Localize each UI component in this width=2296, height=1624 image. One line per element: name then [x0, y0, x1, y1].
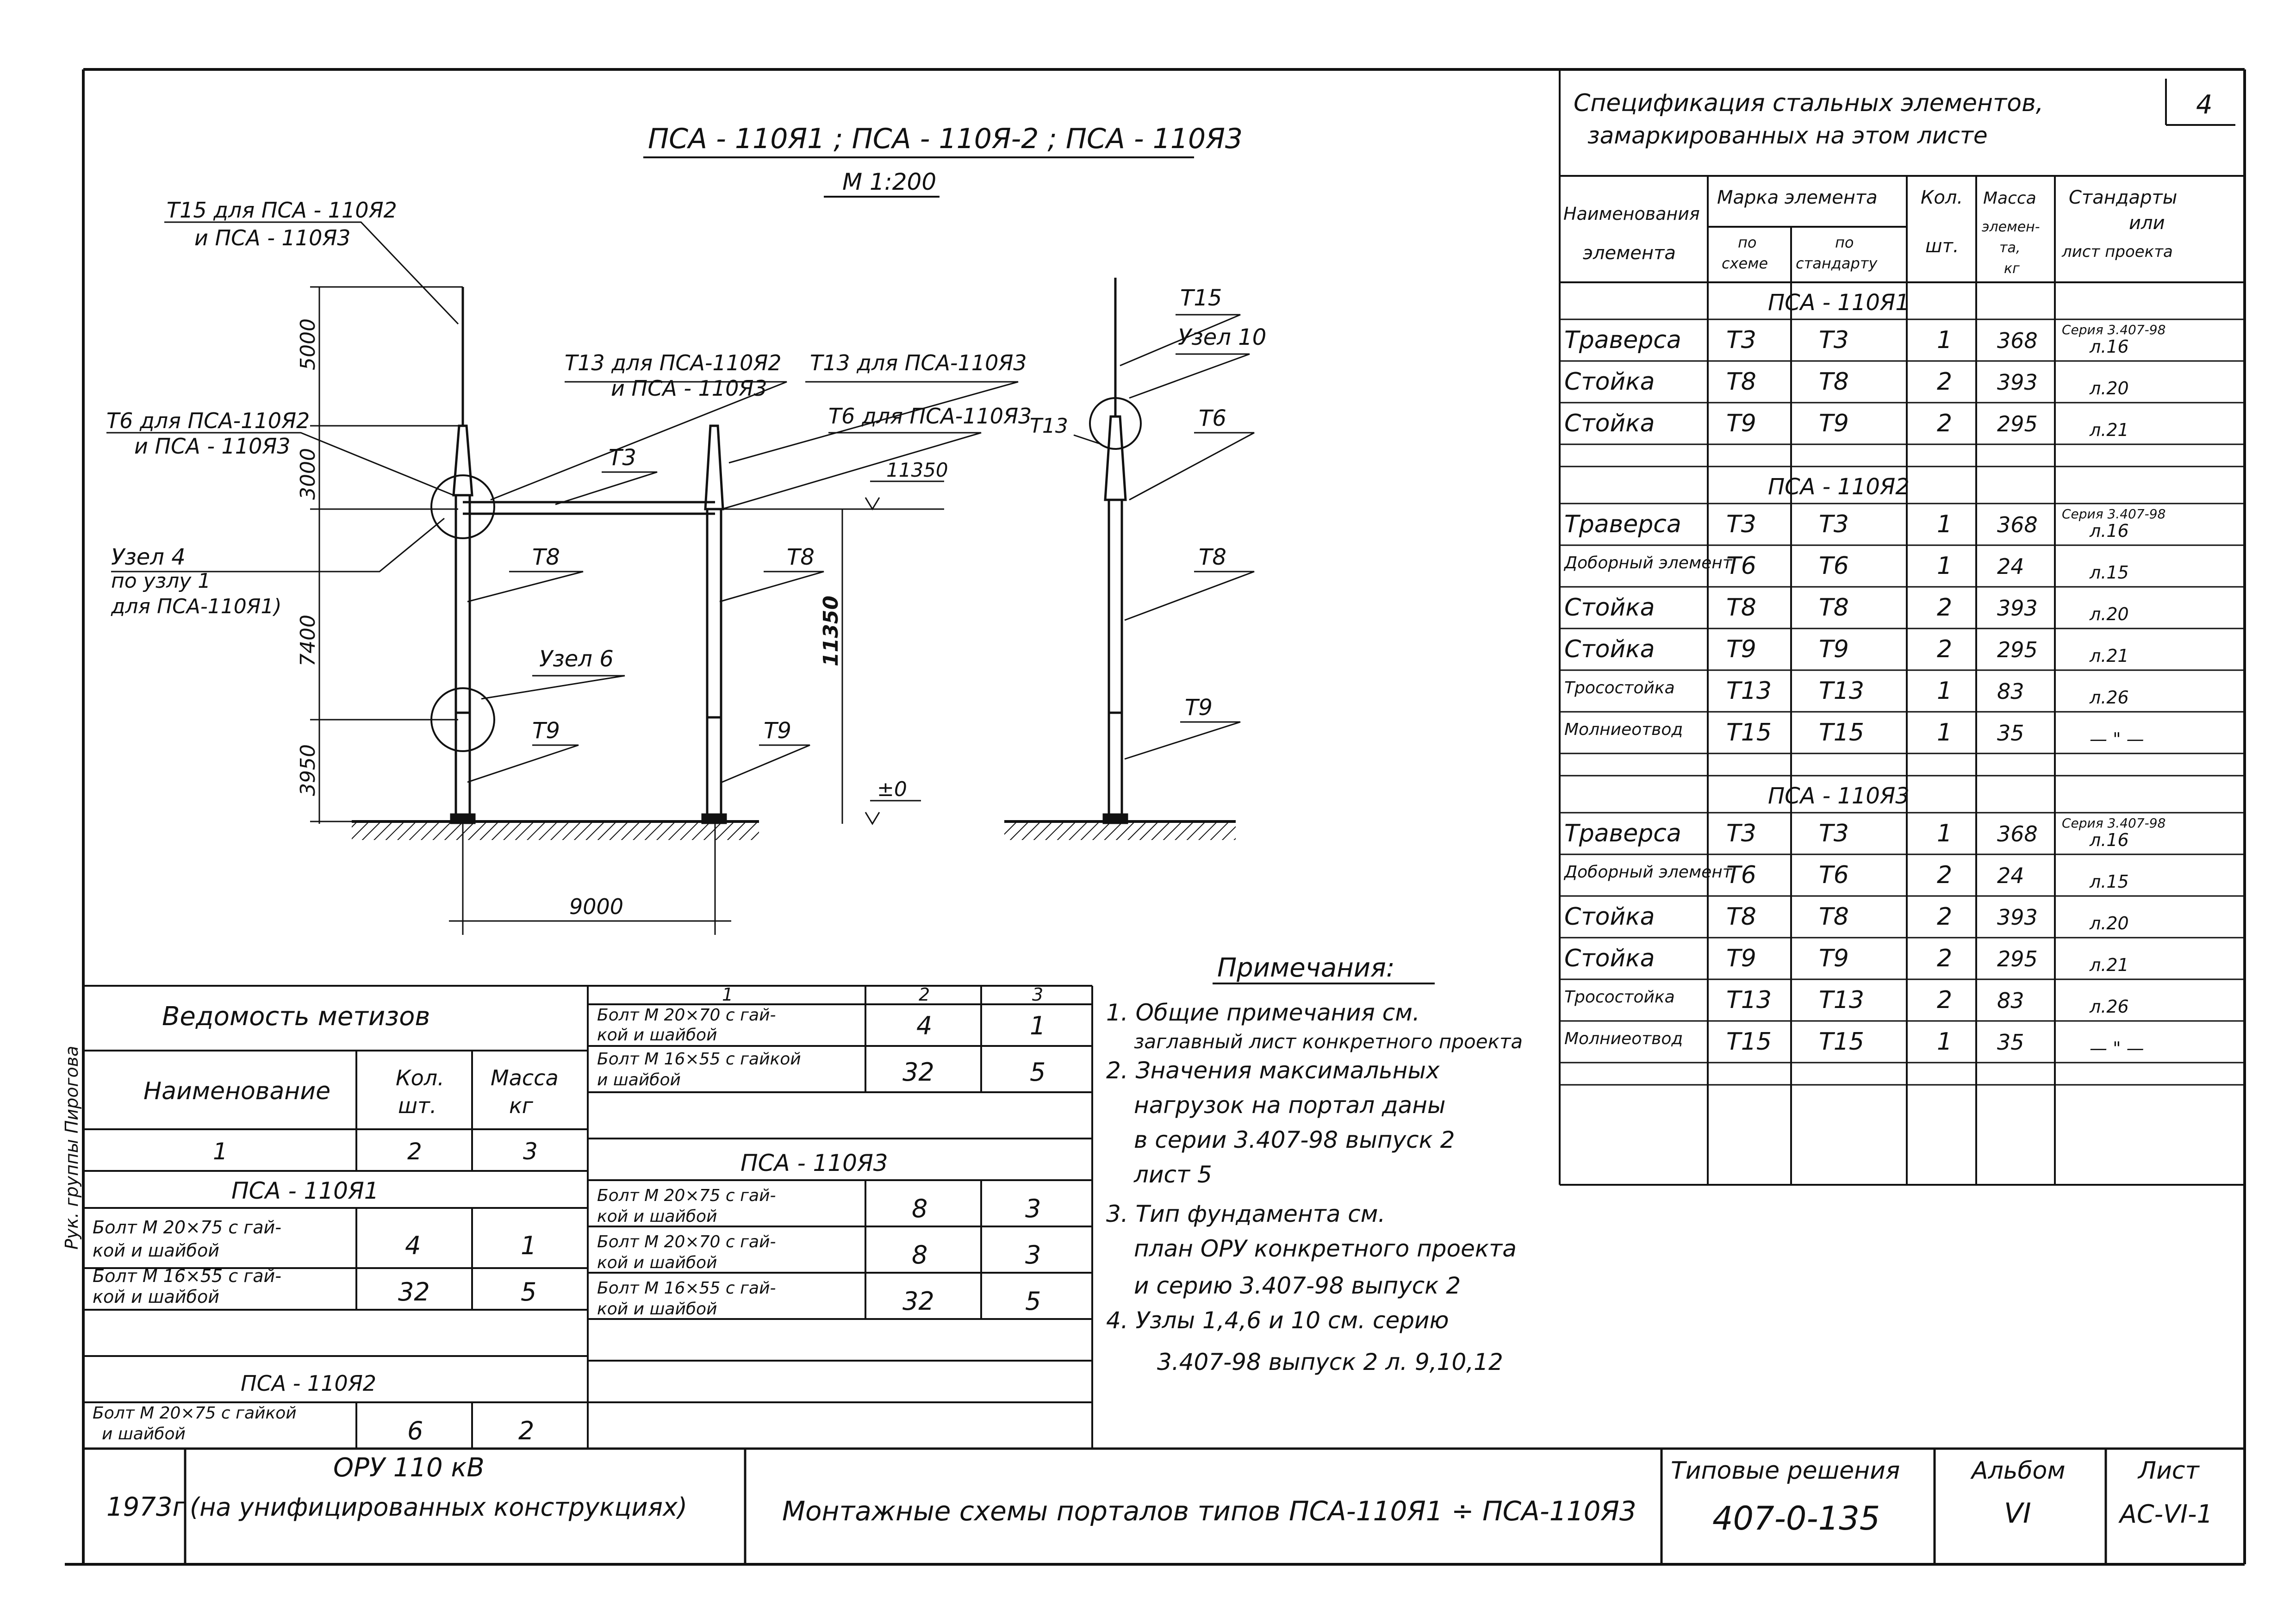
- callout-t9-c: Т9: [1185, 695, 1213, 721]
- spec-h-qty-1: Кол.: [1921, 187, 1963, 208]
- stamp-typical-label: Типовые решения: [1671, 1457, 1900, 1485]
- spec-row-name: Стойка: [1564, 410, 1655, 437]
- spec-row-scheme: Т8: [1726, 368, 1756, 396]
- spec-row-name: Стойка: [1564, 368, 1655, 396]
- spec-row-scheme: Т3: [1726, 510, 1756, 538]
- spec-row-qty: 2: [1937, 945, 1953, 972]
- callout-uzel6: Узел 6: [539, 646, 614, 672]
- hw-r-r3-qty: 8: [912, 1194, 928, 1223]
- spec-row-qty: 1: [1937, 510, 1953, 538]
- spec-row-qty: 2: [1937, 861, 1953, 889]
- spec-row-std: Т13: [1819, 677, 1864, 705]
- spec-row-mass: 368: [1997, 512, 2038, 537]
- hw-h-qty-1: Кол.: [396, 1065, 444, 1090]
- spec-h-mark-std-2: стандарту: [1796, 255, 1878, 272]
- spec-row-name: Стойка: [1564, 635, 1655, 663]
- drawing-scale: М 1:200: [842, 168, 937, 195]
- spec-row-scheme: Т9: [1726, 635, 1756, 663]
- spec-row-mass: 295: [1997, 411, 2038, 436]
- stamp-sheet-label: Лист: [2138, 1457, 2199, 1485]
- sheet-frame: [65, 69, 2245, 1564]
- hw-r-r4-name-1: Болт М 20×70 с гай-: [597, 1232, 776, 1251]
- hw-s1-r2-mass: 5: [521, 1277, 537, 1307]
- spec-row-mass: 393: [1997, 905, 2038, 930]
- spec-row-scheme: Т8: [1726, 594, 1756, 622]
- left-column: [431, 287, 494, 823]
- hw-colnum-1: 1: [213, 1138, 228, 1165]
- notes-title: Примечания:: [1217, 953, 1395, 983]
- spec-h-mark-std-1: по: [1835, 234, 1854, 251]
- callout-t15-left-2: и ПСА - 110Я3: [194, 225, 351, 250]
- hw-r-r2-qty: 32: [902, 1058, 934, 1087]
- spec-row-name: Траверса: [1564, 820, 1681, 847]
- callout-uzel4-2: по узлу 1: [111, 569, 211, 593]
- spec-row-qty: 1: [1937, 677, 1953, 705]
- hw-r-r3-name-2: кой и шайбой: [597, 1207, 717, 1226]
- right-column: [703, 426, 726, 823]
- spec-row-scheme: Т6: [1726, 861, 1756, 889]
- spec-section-title: ПСА - 110Я1: [1768, 290, 1910, 316]
- spec-row-name: Тросостойка: [1564, 988, 1675, 1007]
- hw-r-r1-name-2: кой и шайбой: [597, 1026, 717, 1045]
- hw-colnum-3: 3: [523, 1138, 538, 1165]
- note-line-2: 2. Значения максимальных: [1106, 1057, 1440, 1084]
- stamp-object-1: ОРУ 110 кВ: [333, 1453, 485, 1483]
- spec-row-ref-b: л.26: [2090, 996, 2129, 1017]
- spec-row-ref-a: Серия 3.407-98: [2062, 322, 2166, 337]
- spec-row-name: Доборный элемент: [1564, 863, 1732, 882]
- spec-section-title: ПСА - 110Я3: [1768, 783, 1910, 809]
- spec-row-name: Стойка: [1564, 945, 1655, 972]
- spec-row-mass: 83: [1997, 679, 2024, 704]
- spec-row-ref-b: л.26: [2090, 687, 2129, 708]
- note-line-7: план ОРУ конкретного проекта: [1134, 1235, 1517, 1262]
- spec-title-1: Спецификация стальных элементов,: [1574, 89, 2044, 117]
- spec-row-mass: 393: [1997, 596, 2038, 621]
- hw-s2-r1-qty: 6: [407, 1416, 423, 1445]
- note-line-0: 1. Общие примечания см.: [1106, 999, 1420, 1026]
- hw-h-name: Наименование: [143, 1077, 331, 1105]
- hw-h-qty-2: шт.: [398, 1093, 437, 1118]
- spec-h-mass-3: та,: [1999, 240, 2021, 256]
- spec-row-mass: 368: [1997, 821, 2038, 846]
- spec-sheet-mark: 4: [2196, 90, 2213, 120]
- note-line-3: нагрузок на портал даны: [1134, 1092, 1446, 1119]
- hw-r-r4-mass: 3: [1025, 1240, 1041, 1269]
- vertical-dimensions: [310, 287, 463, 824]
- spec-h-name-1: Наименования: [1563, 204, 1700, 224]
- hw-s2-r1-mass: 2: [518, 1416, 535, 1445]
- hw-r-r4-name-2: кой и шайбой: [597, 1253, 717, 1272]
- spec-h-mark: Марка элемента: [1717, 187, 1878, 208]
- hw-s1-r1-mass: 1: [521, 1231, 537, 1260]
- spec-row-mass: 368: [1997, 328, 2038, 353]
- callout-t15-right: Т15: [1180, 285, 1222, 311]
- callout-t6-left-2: и ПСА - 110Я3: [134, 434, 291, 459]
- spec-row-mass: 393: [1997, 370, 2038, 395]
- callout-t8-c: Т8: [1199, 544, 1226, 570]
- elev-11350-vert: 11350: [819, 595, 843, 666]
- hw-r-r4-qty: 8: [912, 1240, 928, 1269]
- spec-row-std: Т8: [1819, 903, 1849, 931]
- hw-s2-r1-name-2: и шайбой: [102, 1425, 186, 1444]
- callout-t15-left-1: Т15 для ПСА - 110Я2: [167, 198, 397, 223]
- spec-row-ref-b: л.20: [2090, 604, 2129, 624]
- spec-table: [1560, 69, 2245, 1185]
- hw-colnum-r3: 3: [1032, 984, 1044, 1005]
- spec-row-name: Стойка: [1564, 594, 1655, 622]
- hw-r-r2-name-2: и шайбой: [597, 1070, 681, 1089]
- hw-r-r5-mass: 5: [1025, 1287, 1041, 1316]
- hw-s1-r2-name-1: Болт М 16×55 с гай-: [93, 1266, 281, 1286]
- callout-t6-right: Т6 для ПСА-110Я3: [828, 404, 1032, 429]
- spec-row-std: Т3: [1819, 510, 1849, 538]
- elev-zero: ±0: [877, 778, 907, 801]
- callout-t8-b: Т8: [787, 544, 815, 570]
- spec-title-2: замаркированных на этом листе: [1587, 122, 1988, 149]
- spec-row-qty: 2: [1937, 410, 1953, 437]
- stamp-sheet-title: Монтажные схемы порталов типов ПСА-110Я1 ÷ ПСА-110Я3: [782, 1495, 1636, 1527]
- margin-note: Рук. группы Пирогова: [62, 1045, 82, 1250]
- callout-t13-b: Т13 для ПСА-110Я3: [810, 350, 1027, 375]
- spec-row-ref-b: л.21: [2090, 420, 2129, 440]
- hw-r-r3-mass: 3: [1025, 1194, 1041, 1223]
- hw-s1-r2-name-2: кой и шайбой: [93, 1287, 219, 1307]
- callout-t3: Т3: [609, 445, 636, 471]
- spec-row-qty: 2: [1937, 635, 1953, 663]
- spec-row-ref-b: л.20: [2090, 913, 2129, 933]
- title-block: [83, 1449, 2245, 1564]
- spec-row-ref-b: л.16: [2090, 830, 2129, 850]
- hw-r-r1-mass: 1: [1030, 1011, 1046, 1040]
- spec-row-ref-b: л.15: [2090, 871, 2129, 892]
- note-line-5: лист 5: [1134, 1161, 1212, 1188]
- spec-row-name: Стойка: [1564, 903, 1655, 931]
- spec-row-scheme: Т8: [1726, 903, 1756, 931]
- hw-title: Ведомость метизов: [162, 1002, 430, 1032]
- beam-t3: [463, 502, 715, 514]
- spec-row-qty: 2: [1937, 368, 1953, 396]
- callout-t13-a-1: Т13 для ПСА-110Я2: [565, 350, 782, 375]
- spec-h-std-2: или: [2129, 212, 2165, 234]
- spec-row-ref-a: Серия 3.407-98: [2062, 815, 2166, 831]
- spec-row-scheme: Т9: [1726, 945, 1756, 972]
- spec-row-ref-a: Серия 3.407-98: [2062, 506, 2166, 522]
- dim-9000: 9000: [569, 894, 624, 919]
- note-line-4: в серии 3.407-98 выпуск 2: [1134, 1126, 1455, 1153]
- callout-t9-b: Т9: [764, 718, 791, 744]
- callout-uzel10: Узел 10: [1178, 324, 1267, 350]
- notes-block: [1106, 953, 1523, 1375]
- hw-colnum-r2: 2: [919, 984, 930, 1005]
- hw-s2-title: ПСА - 110Я2: [241, 1371, 377, 1396]
- spec-row-qty: 1: [1937, 719, 1953, 747]
- spec-row-std: Т3: [1819, 820, 1849, 847]
- spec-row-qty: 2: [1937, 594, 1953, 622]
- spec-row-name: Молниеотвод: [1564, 720, 1683, 739]
- spec-row-ref-b: — " —: [2090, 729, 2144, 749]
- spec-row-name: Тросостойка: [1564, 678, 1675, 697]
- stamp-sheet-value: АС-VI-1: [2120, 1500, 2213, 1529]
- spec-row-mass: 295: [1997, 637, 2038, 662]
- spec-h-mark-scheme-2: схеме: [1722, 255, 1768, 272]
- hw-s2-r1-name-1: Болт М 20×75 с гайкой: [93, 1404, 297, 1423]
- dim-3000: 3000: [296, 448, 320, 500]
- hw-h-mass-2: кг: [509, 1093, 533, 1118]
- elev-11350: 11350: [886, 459, 948, 481]
- spec-row-qty: 1: [1937, 820, 1953, 847]
- spec-row-std: Т6: [1819, 861, 1849, 889]
- spec-row-std: Т9: [1819, 945, 1849, 972]
- spec-row-std: Т9: [1819, 635, 1849, 663]
- note-line-1: заглавный лист конкретного проекта: [1134, 1030, 1523, 1053]
- spec-row-qty: 2: [1937, 903, 1953, 931]
- note-line-10: 3.407-98 выпуск 2 л. 9,10,12: [1157, 1349, 1503, 1375]
- spec-row-name: Траверса: [1564, 510, 1681, 538]
- spec-row-ref-b: л.21: [2090, 955, 2129, 975]
- spec-h-name-2: элемента: [1583, 243, 1676, 264]
- hw-r-r5-qty: 32: [902, 1287, 934, 1316]
- hw-s1-r1-name-1: Болт М 20×75 с гай-: [93, 1217, 281, 1238]
- spec-row-mass: 35: [1997, 1030, 2024, 1055]
- spec-row-qty: 2: [1937, 986, 1953, 1014]
- stamp-album-label: Альбом: [1972, 1457, 2066, 1485]
- note-line-6: 3. Тип фундамента см.: [1106, 1201, 1386, 1227]
- spec-row-scheme: Т13: [1726, 677, 1772, 705]
- dim-3950: 3950: [296, 744, 320, 796]
- callout-t13-right: Т13: [1030, 414, 1068, 438]
- stamp-year: 1973г: [106, 1492, 186, 1522]
- dim-5000: 5000: [296, 318, 320, 370]
- spec-row-mass: 24: [1997, 554, 2024, 579]
- spec-row-qty: 1: [1937, 552, 1953, 580]
- callout-t6-side: Т6: [1199, 405, 1226, 431]
- spec-row-scheme: Т3: [1726, 820, 1756, 847]
- callout-uzel4-1: Узел 4: [111, 544, 186, 570]
- hw-r-r3-name-1: Болт М 20×75 с гай-: [597, 1186, 776, 1205]
- callout-t13-a-2: и ПСА - 110Я3: [611, 376, 767, 401]
- hardware-table: [83, 984, 1092, 1449]
- spec-row-std: Т15: [1819, 1028, 1864, 1056]
- hw-h-mass-1: Масса: [491, 1065, 559, 1090]
- hw-s1-r1-name-2: кой и шайбой: [93, 1240, 219, 1261]
- stamp-object-2: (на унифицированных конструкциях): [190, 1493, 688, 1522]
- spec-h-mark-scheme-1: по: [1738, 234, 1757, 251]
- hw-r-r2-mass: 5: [1030, 1058, 1046, 1087]
- hw-s1-title: ПСА - 110Я1: [231, 1177, 379, 1204]
- spec-h-std-3: лист проекта: [2062, 243, 2173, 261]
- spec-row-mass: 83: [1997, 988, 2024, 1013]
- spec-row-mass: 295: [1997, 946, 2038, 971]
- note-line-8: и серию 3.407-98 выпуск 2: [1134, 1272, 1461, 1299]
- hw-r-r5-name-2: кой и шайбой: [597, 1300, 717, 1319]
- spec-row-name: Молниеотвод: [1564, 1029, 1683, 1048]
- spec-row-ref-b: л.16: [2090, 336, 2129, 357]
- ground-hatch: [352, 821, 1236, 840]
- spec-row-qty: 1: [1937, 326, 1953, 354]
- spec-row-ref-b: л.21: [2090, 646, 2129, 666]
- spec-row-ref-b: л.15: [2090, 562, 2129, 583]
- hw-colnum-r1: 1: [722, 984, 734, 1005]
- hw-colnum-2: 2: [407, 1138, 422, 1165]
- spec-row-scheme: Т3: [1726, 326, 1756, 354]
- spec-h-mass-1: Масса: [1983, 189, 2036, 208]
- spec-row-scheme: Т6: [1726, 552, 1756, 580]
- spec-row-std: Т13: [1819, 986, 1864, 1014]
- hw-s1-r2-qty: 32: [398, 1277, 430, 1307]
- spec-row-scheme: Т15: [1726, 719, 1772, 747]
- callout-t8-a: Т8: [532, 544, 560, 570]
- spec-row-ref-b: л.20: [2090, 378, 2129, 398]
- spec-h-std-1: Стандарты: [2069, 187, 2178, 208]
- spec-row-std: Т3: [1819, 326, 1849, 354]
- spec-h-mass-2: элемен-: [1982, 219, 2040, 235]
- dim-7400: 7400: [296, 615, 320, 666]
- spec-row-std: Т9: [1819, 410, 1849, 437]
- spec-h-qty-2: шт.: [1925, 236, 1959, 257]
- spec-row-name: Доборный элемент: [1564, 554, 1732, 572]
- spec-row-name: Траверса: [1564, 326, 1681, 354]
- portal-drawing: [106, 123, 1266, 935]
- spec-row-mass: 35: [1997, 721, 2024, 746]
- callout-t6-left-1: Т6 для ПСА-110Я2: [106, 408, 310, 433]
- callout-t9-a: Т9: [532, 718, 560, 744]
- spec-row-std: Т6: [1819, 552, 1849, 580]
- hw-r-r5-name-1: Болт М 16×55 с гай-: [597, 1279, 776, 1298]
- spec-h-mass-4: кг: [2004, 261, 2020, 277]
- hw-r-r2-name-1: Болт М 16×55 с гайкой: [597, 1050, 801, 1069]
- spec-row-mass: 24: [1997, 863, 2024, 888]
- spec-row-scheme: Т9: [1726, 410, 1756, 437]
- drawing-title: ПСА - 110Я1 ; ПСА - 110Я-2 ; ПСА - 110Я3: [648, 123, 1243, 155]
- hw-s3-title: ПСА - 110Я3: [740, 1150, 888, 1176]
- spec-row-scheme: Т13: [1726, 986, 1772, 1014]
- spec-row-ref-b: — " —: [2090, 1038, 2144, 1058]
- callout-uzel4-3: для ПСА-110Я1): [111, 595, 282, 618]
- hw-s1-r1-qty: 4: [405, 1231, 421, 1260]
- spec-row-std: Т15: [1819, 719, 1864, 747]
- spec-row-scheme: Т15: [1726, 1028, 1772, 1056]
- stamp-typical-value: 407-0-135: [1712, 1500, 1880, 1537]
- spec-row-qty: 1: [1937, 1028, 1953, 1056]
- spec-row-std: Т8: [1819, 368, 1849, 396]
- spec-section-title: ПСА - 110Я2: [1768, 474, 1910, 500]
- note-line-9: 4. Узлы 1,4,6 и 10 см. серию: [1106, 1307, 1449, 1334]
- spec-row-ref-b: л.16: [2090, 521, 2129, 541]
- hw-r-r1-name-1: Болт М 20×70 с гай-: [597, 1006, 776, 1025]
- hw-r-r1-qty: 4: [916, 1011, 933, 1040]
- stamp-album-value: VI: [2004, 1497, 2031, 1530]
- spec-row-std: Т8: [1819, 594, 1849, 622]
